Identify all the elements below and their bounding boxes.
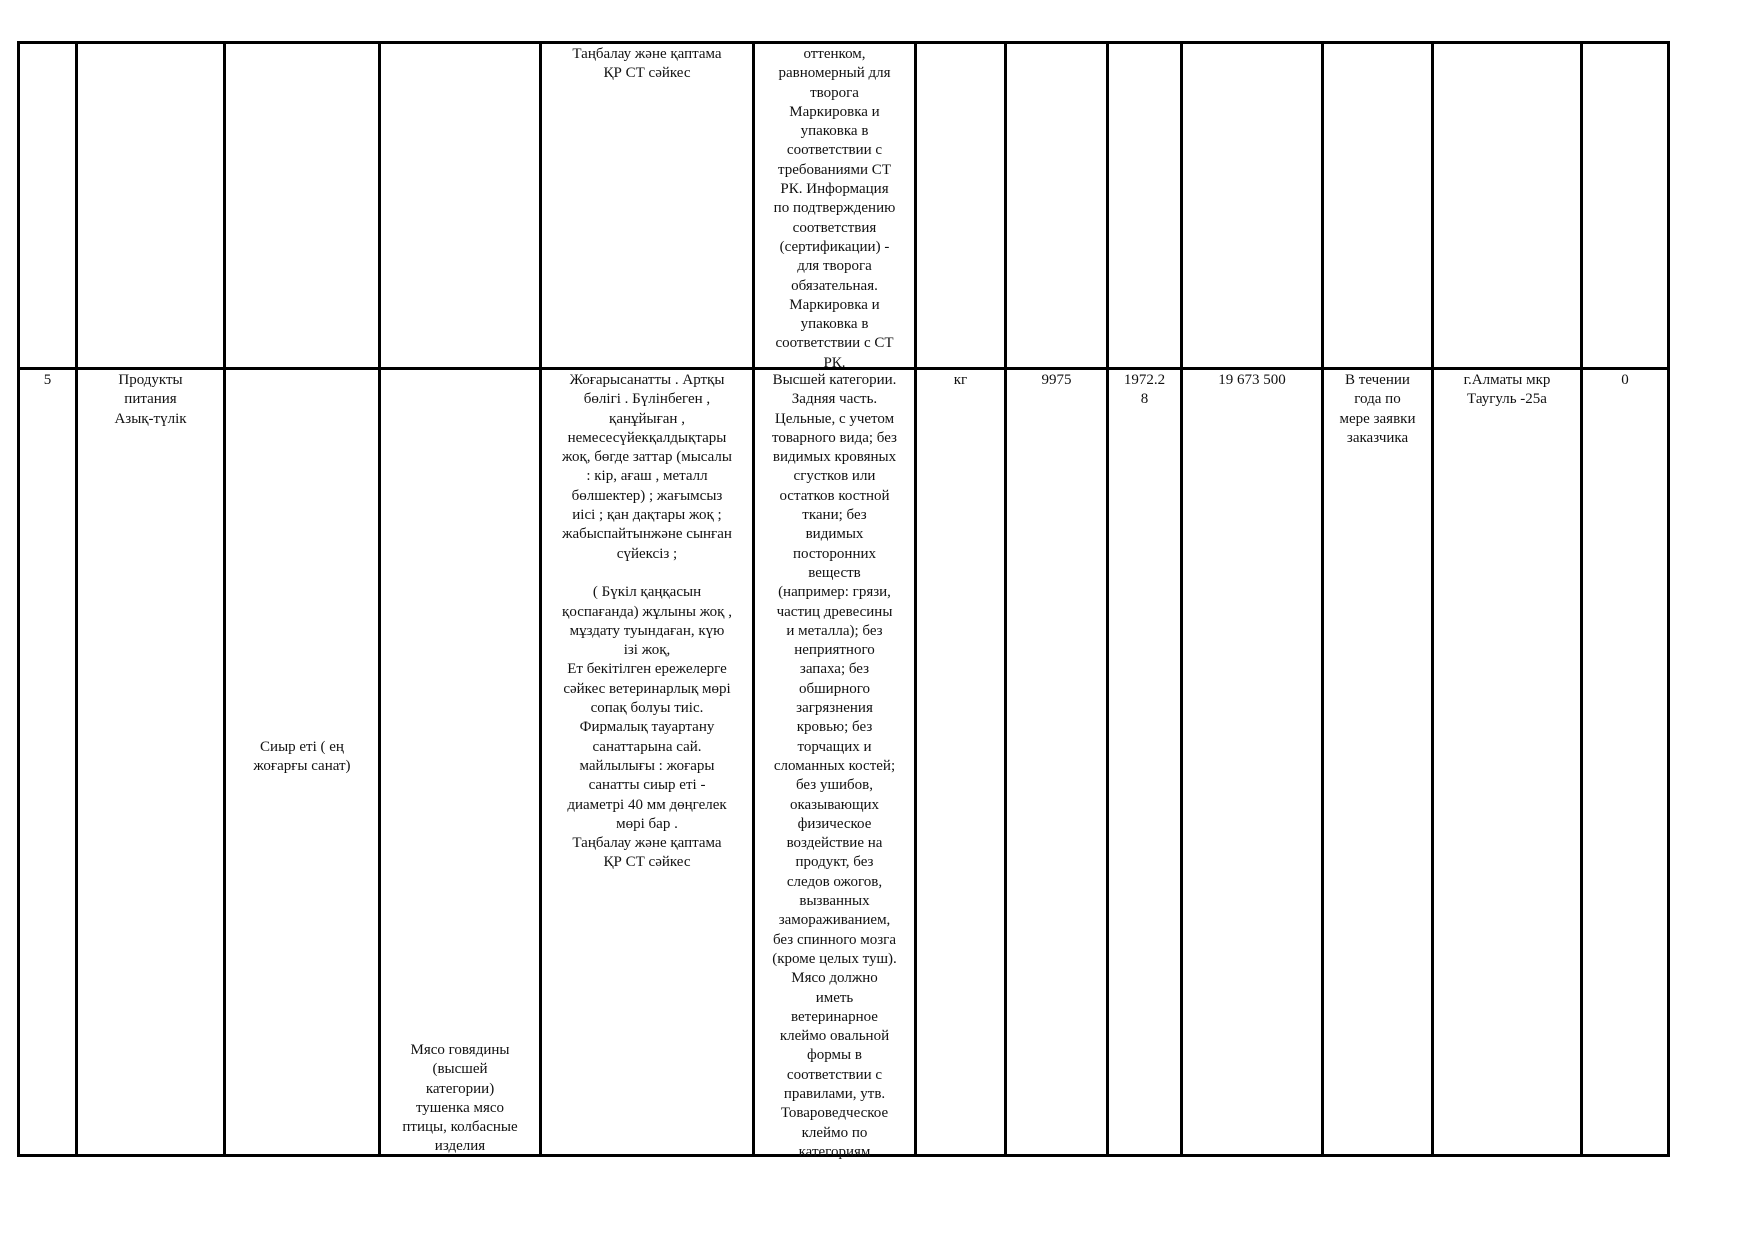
column-line: [1180, 41, 1183, 1157]
cell-marking-kz: [542, 43, 752, 84]
cell-text-line: ткани; без: [802, 507, 867, 524]
cell-text-line: (кроме целых туш).: [772, 950, 897, 967]
cell-text-line: РК.: [823, 354, 846, 371]
cell-text-line: видимых: [805, 526, 864, 543]
cell-text-line: соответствия: [792, 219, 877, 236]
cell-text-line: ( Бүкіл қаңқасын: [592, 584, 702, 601]
cell-text-line: ҚР СТ сәйкес: [603, 854, 691, 871]
cell-text-line: соответствии с: [786, 1066, 883, 1083]
cell-text-line: неприятного: [794, 642, 875, 659]
cell-text-line: сопақ болуы тиіс.: [590, 700, 704, 717]
cell-text-line: Высшей категории.: [772, 372, 897, 388]
cell-text-line: Цельные, с учетом: [774, 410, 895, 427]
cell-text-line: (например: грязи,: [778, 584, 891, 601]
cell-text-line: Таңбалау және қаптама: [572, 46, 722, 62]
column-line: [75, 41, 78, 1157]
cell-text-line: майлылығы : жоғары: [579, 757, 715, 774]
cell-text-line: Маркировка и: [789, 103, 880, 120]
cell-text-line: ҚР СТ сәйкес: [603, 65, 691, 82]
column-line: [1106, 41, 1109, 1157]
cell-text-line: немесесүйекқалдықтары: [567, 429, 727, 446]
cell-text-line: замораживанием,: [778, 912, 891, 929]
cell-text-line: 19 673 500: [1218, 372, 1286, 388]
cell-text-line: жабыспайтынжәне сынған: [562, 526, 732, 543]
cell-text-line: физическое: [797, 815, 872, 832]
cell-text-line: ізі жоқ,: [623, 642, 671, 659]
cell-text-line: Задняя часть.: [791, 391, 878, 408]
cell-text-line: частиц древесины: [776, 603, 893, 620]
cell-text-line: : кір, ағаш , металл: [586, 468, 708, 485]
cell-delivery-place: [1434, 369, 1580, 410]
cell-text-line: творога: [810, 84, 859, 101]
cell-text-line: Маркировка и: [789, 296, 880, 313]
cell-text-line: Мясо должно: [791, 970, 878, 987]
cell-text-line: оказывающих: [789, 796, 880, 813]
cell-text-line: диаметрі 40 мм дөңгелек: [567, 796, 727, 813]
column-line: [1667, 41, 1670, 1157]
cell-text-line: остатков костной: [779, 487, 890, 504]
cell-text-line: 1972.2: [1123, 372, 1166, 388]
cell-text-line: (высшей: [432, 1061, 488, 1078]
cell-text-line: РК. Информация: [780, 181, 889, 198]
cell-text-line: тушенка мясо: [415, 1099, 505, 1116]
cell-text-line: 9975: [1041, 372, 1072, 388]
cell-text-line: сүйексіз ;: [616, 545, 678, 562]
cell-text-line: года по: [1354, 391, 1401, 408]
cell-text-line: мұздату туындаған, күю: [569, 622, 725, 639]
cell-item-number: [20, 369, 75, 390]
cell-text-line: Мясо говядины: [410, 1042, 510, 1058]
cell-text-line: видимых кровяных: [772, 449, 897, 466]
cell-text-line: В течении: [1345, 372, 1410, 388]
cell-text-line: санатты сиыр еті -: [588, 777, 706, 794]
cell-text-line: Жоғарысанатты . Артқы: [569, 372, 725, 388]
cell-text-line: кг: [953, 372, 968, 388]
cell-text-line: запаха; без: [799, 661, 870, 678]
cell-text-line: сәйкес ветеринарлық мөрі: [563, 680, 731, 697]
cell-text-line: категориям: [798, 1143, 871, 1160]
cell-text-line: мере заявки: [1339, 410, 1416, 427]
cell-text-line: заказчика: [1346, 429, 1409, 446]
cell-text-line: Азық-түлік: [114, 410, 187, 427]
cell-text-line: питания: [124, 391, 177, 408]
cell-text-line: [545, 564, 749, 583]
cell-text-line: Фирмалық тауартану: [579, 719, 715, 736]
cell-text-line: 8: [1140, 391, 1149, 408]
cell-delivery-term: [1324, 369, 1431, 448]
column-line: [1004, 41, 1007, 1157]
cell-text-line: и металла); без: [786, 622, 883, 639]
cell-text-line: қанұйыған ,: [609, 410, 685, 427]
cell-text-line: загрязнения: [796, 700, 873, 717]
cell-text-line: товарного вида; без: [772, 429, 897, 446]
cell-text-line: оттенком,: [803, 46, 866, 62]
cell-text-line: Таугуль -25а: [1467, 391, 1547, 408]
cell-name-kz: [226, 736, 378, 777]
cell-text-line: обширного: [798, 680, 870, 697]
cell-text-line: жоқ, бөгде заттар (мысалы: [561, 449, 732, 466]
cell-text-line: вызванных: [799, 893, 870, 910]
cell-text-line: воздействие на: [786, 835, 883, 852]
cell-text-line: соответствии с СТ: [775, 335, 894, 352]
cell-unit-price: [1109, 369, 1180, 410]
cell-text-line: сгустков или: [793, 468, 876, 485]
cell-text-line: 5: [43, 372, 52, 388]
cell-text-line: без ушибов,: [796, 777, 873, 794]
cell-text-line: продукт, без: [795, 854, 874, 871]
cell-text-line: иметь: [815, 989, 854, 1006]
cell-text-line: по подтверждению: [773, 200, 896, 217]
column-line: [378, 41, 381, 1157]
cell-total-amount: [1183, 369, 1321, 390]
cell-text-line: Ет бекітілген ережелерге: [567, 661, 727, 678]
cell-text-line: қоспағанда) жұлыны жоқ ,: [562, 603, 732, 620]
cell-name-ru: [381, 1039, 539, 1157]
cell-text-line: обязательная.: [791, 277, 878, 294]
cell-text-line: мөрі бар .: [616, 815, 678, 832]
cell-text-line: Таңбалау және қаптама: [572, 835, 722, 852]
cell-characteristics-ru: [755, 369, 914, 1162]
cell-text-line: посторонних: [793, 545, 876, 562]
cell-text-line: веществ: [808, 564, 861, 581]
cell-text-line: санаттарына сай.: [592, 738, 702, 755]
cell-characteristics-ru: [755, 43, 914, 373]
column-line: [223, 41, 226, 1157]
cell-text-line: требованиями СТ: [778, 161, 891, 178]
cell-text-line: формы в: [807, 1047, 862, 1064]
cell-text-line: упаковка в: [800, 123, 869, 140]
cell-text-line: птицы, колбасные: [402, 1119, 518, 1136]
column-line: [1580, 41, 1583, 1157]
cell-text-line: торчащих и: [797, 738, 872, 755]
cell-text-line: равномерный для: [778, 65, 891, 82]
cell-text-line: жоғарғы санат): [253, 758, 351, 775]
cell-text-line: г.Алматы мкр: [1463, 372, 1551, 388]
cell-text-line: бөлшектер) ; жағымсыз: [571, 487, 723, 504]
cell-text-line: 0: [1621, 372, 1629, 388]
column-line: [1321, 41, 1324, 1157]
cell-text-line: Продукты: [118, 372, 183, 388]
cell-text-line: клеймо овальной: [779, 1028, 890, 1045]
cell-text-line: клеймо по: [801, 1124, 868, 1141]
cell-text-line: следов ожогов,: [786, 873, 883, 890]
cell-text-line: бөлігі . Бүлінбеген ,: [583, 391, 711, 408]
cell-text-line: упаковка в: [800, 316, 869, 333]
column-line: [17, 41, 20, 1157]
cell-text-line: изделия: [434, 1138, 486, 1155]
cell-quantity: [1007, 369, 1106, 390]
cell-text-line: (сертификации) -: [779, 238, 890, 255]
cell-text-line: без спинного мозга: [773, 931, 896, 948]
cell-text-line: правилами, утв.: [783, 1085, 886, 1102]
cell-characteristics-kz: [542, 369, 752, 873]
cell-advance-percent: [1583, 369, 1667, 390]
cell-text-line: Товароведческое: [780, 1105, 889, 1122]
cell-text-line: для творога: [797, 258, 872, 275]
cell-text-line: соответствии с: [786, 142, 883, 159]
cell-text-line: иісі ; қан дақтары жоқ ;: [572, 507, 722, 524]
cell-text-line: категории): [425, 1080, 495, 1097]
cell-unit: [917, 369, 1004, 390]
cell-text-line: ветеринарное: [791, 1008, 878, 1025]
cell-text-line: кровью; без: [796, 719, 873, 736]
column-line: [1431, 41, 1434, 1157]
cell-text-line: сломанных костей;: [773, 757, 896, 774]
column-line: [914, 41, 917, 1157]
cell-text-line: Сиыр еті ( ең: [260, 739, 344, 755]
cell-category: [78, 369, 223, 429]
